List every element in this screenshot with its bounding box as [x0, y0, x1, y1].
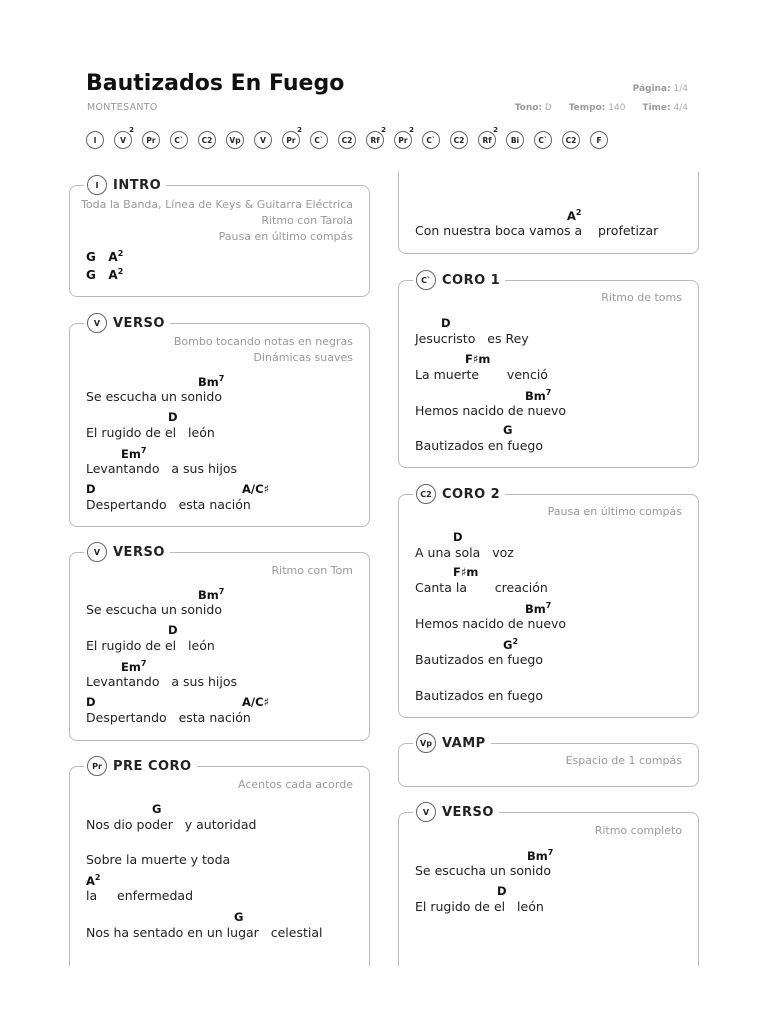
- chord: D: [441, 316, 451, 330]
- roadmap-repeat: 2: [493, 126, 498, 134]
- section-notes: [174, 334, 353, 366]
- chord: Em$^7$: [121, 659, 147, 674]
- lyric-line: [415, 352, 715, 388]
- roadmap-abbr: C`: [538, 135, 548, 145]
- lyric-text: Bautizados en fuego: [415, 652, 544, 667]
- roadmap-abbr: C2: [341, 135, 353, 145]
- roadmap-abbr: C`: [174, 135, 184, 145]
- lyric-line: [415, 884, 715, 920]
- lyric-line: [86, 587, 386, 623]
- chord: G: [503, 423, 513, 437]
- lyric-text: Levantando a sus hijos: [86, 461, 237, 476]
- roadmap-item: [226, 131, 244, 149]
- section-name: VERSO: [442, 804, 494, 820]
- lyric-text: El rugido de el león: [86, 425, 215, 440]
- chord: Bm$^7$: [198, 374, 225, 389]
- lyric-line: [415, 316, 715, 352]
- lyric-line: [86, 837, 386, 873]
- section-header: [84, 313, 170, 333]
- lyric-text: Bautizados en fuego: [415, 688, 544, 703]
- roadmap-abbr: V: [120, 135, 126, 145]
- section-header: [84, 175, 166, 195]
- roadmap-item: [366, 126, 386, 149]
- roadmap-item: [170, 131, 188, 149]
- lyric-line: [415, 565, 715, 601]
- section-verso-1: [69, 315, 370, 527]
- lyric-text: La muerte venció: [415, 367, 548, 382]
- song-artist: MONTESANTO: [87, 102, 158, 113]
- section-header: [413, 270, 505, 290]
- song-title: Bautizados En Fuego: [86, 71, 345, 96]
- section-badge: C`: [416, 270, 436, 290]
- lyric-line: [415, 388, 715, 424]
- section-pre-coro: [69, 758, 370, 966]
- roadmap-abbr: C2: [565, 135, 577, 145]
- chord: D: [453, 530, 463, 544]
- chord: Bm$^7$: [525, 388, 552, 403]
- roadmap-item: [310, 131, 328, 149]
- roadmap-abbr: C2: [453, 135, 465, 145]
- roadmap-abbr: Vp: [229, 135, 241, 145]
- section-notes: [595, 823, 682, 839]
- roadmap-item: [338, 131, 356, 149]
- lyric-line: [86, 659, 386, 695]
- chord: D: [497, 884, 507, 898]
- note-line: Espacio de 1 compás: [565, 754, 682, 767]
- chord: A/C♯: [242, 695, 270, 709]
- lyric-text: Despertando esta nación: [86, 497, 251, 512]
- chord-sup: 2: [117, 249, 124, 258]
- roadmap-item: [562, 131, 580, 149]
- roadmap-item: [422, 131, 440, 149]
- section-badge: V: [87, 313, 107, 333]
- lyric-text: Hemos nacido de nuevo: [415, 403, 567, 418]
- note-line: Pausa en último compás: [218, 230, 353, 243]
- lyric-text: Se escucha un sonido: [86, 602, 222, 617]
- chord: $G^2$: [503, 637, 519, 652]
- lyric-text: Levantando a sus hijos: [86, 674, 237, 689]
- lyric-text: Hemos nacido de nuevo: [415, 616, 567, 631]
- chord: Em$^7$: [121, 446, 147, 461]
- section-name: PRE CORO: [113, 758, 192, 774]
- lyric-line: [86, 802, 386, 838]
- page-value: 1/4: [673, 84, 688, 94]
- section-name: CORO 1: [442, 272, 501, 288]
- section-name: VERSO: [113, 315, 165, 331]
- lyric-line: [86, 374, 386, 410]
- section-header: [84, 756, 197, 776]
- section-notes: [548, 504, 682, 520]
- roadmap-item: [590, 131, 608, 149]
- lyric-text: Con nuestra boca vamos a profetizar: [415, 223, 659, 238]
- section-notes: [81, 197, 353, 245]
- section-intro: [69, 177, 370, 297]
- lyric-text: Canta la creación: [415, 580, 548, 595]
- roadmap-item: [254, 131, 272, 149]
- roadmap-abbr: C`: [314, 135, 324, 145]
- section-badge: V: [87, 542, 107, 562]
- note-line: Bombo tocando notas en negras: [173, 335, 353, 348]
- section-header: [84, 542, 170, 562]
- section-name: INTRO: [113, 177, 162, 193]
- lyric-text: Jesucristo es Rey: [415, 331, 529, 346]
- lyric-line: [86, 446, 386, 482]
- section-coro-1: [398, 272, 699, 468]
- section-header: [413, 802, 499, 822]
- chord-line: [86, 267, 123, 282]
- note-line: Pausa en último compás: [547, 505, 682, 518]
- lyric-line: [415, 601, 715, 637]
- roadmap-item: [86, 131, 104, 149]
- section-notes: [272, 563, 354, 579]
- roadmap-item: [450, 131, 468, 149]
- roadmap-item: [198, 131, 216, 149]
- lyric-line: [415, 208, 715, 244]
- lyric-line: [86, 410, 386, 446]
- chord-line: [86, 249, 123, 264]
- roadmap-abbr: Rf: [370, 135, 380, 145]
- lyric-line: [86, 695, 386, 731]
- section-vamp: [398, 735, 699, 787]
- chord: G: [86, 268, 96, 282]
- lyric-line: [415, 423, 715, 459]
- chord: $A^2$: [86, 873, 101, 888]
- chord: $A^2$: [567, 208, 582, 223]
- note-line: Acentos cada acorde: [238, 778, 353, 791]
- lyric-line: [415, 637, 715, 673]
- roadmap-repeat: 2: [381, 126, 386, 134]
- roadmap-abbr: I: [93, 135, 97, 145]
- chord: D: [86, 482, 96, 496]
- chord: G: [234, 910, 244, 924]
- key-label: Tono:: [514, 103, 543, 113]
- lyric-text: Nos ha sentado en un lugar celestial: [86, 925, 323, 940]
- lyric-text: Sobre la muerte y toda: [86, 852, 231, 867]
- note-line: Ritmo de toms: [601, 291, 682, 304]
- roadmap-item: [506, 131, 524, 149]
- chord: G: [152, 802, 162, 816]
- chord: D: [168, 623, 178, 637]
- note-line: Ritmo completo: [594, 824, 682, 837]
- roadmap-repeat: 2: [129, 126, 134, 134]
- section-verso-3: [398, 804, 699, 966]
- note-line: Ritmo con Tarola: [261, 214, 353, 227]
- chord: A/C♯: [242, 482, 270, 496]
- chord: F♯m: [453, 565, 479, 579]
- song-meta: [515, 103, 688, 113]
- lyric-line: [415, 848, 715, 884]
- roadmap-item: [534, 131, 552, 149]
- chord: F♯m: [465, 352, 491, 366]
- lyric-text: la enfermedad: [86, 888, 194, 903]
- chord: A: [108, 268, 118, 282]
- chord: Bm$^7$: [525, 601, 552, 616]
- section-verso-2: [69, 544, 370, 741]
- roadmap-abbr: V: [260, 135, 266, 145]
- song-roadmap: [86, 126, 608, 149]
- chord-sup: 2: [117, 267, 124, 276]
- chord: A: [108, 250, 118, 264]
- lyric-line: [86, 873, 386, 909]
- lyric-text: Nos dio poder y autoridad: [86, 817, 257, 832]
- page-label: Página:: [632, 84, 671, 94]
- lyric-line: [415, 530, 715, 566]
- chord: G: [86, 250, 96, 264]
- roadmap-abbr: C`: [426, 135, 436, 145]
- chord: Bm$^7$: [527, 848, 554, 863]
- chord: Bm$^7$: [198, 587, 225, 602]
- section-name: VAMP: [442, 735, 486, 751]
- section-badge: V: [416, 802, 436, 822]
- lyric-line: [415, 673, 715, 709]
- lyric-text: Despertando esta nación: [86, 710, 251, 725]
- section-header: [413, 733, 491, 753]
- section-badge: I: [87, 175, 107, 195]
- section-name: CORO 2: [442, 486, 501, 502]
- section-notes: [566, 753, 682, 769]
- roadmap-item: [142, 131, 160, 149]
- section-pre-coro-continued: [398, 172, 699, 254]
- note-line: Toda la Banda, Línea de Keys & Guitarra Eléctrica: [81, 198, 353, 211]
- lyric-text: El rugido de el león: [415, 899, 544, 914]
- note-line: Dinámicas suaves: [253, 351, 353, 364]
- section-badge: Vp: [416, 733, 436, 753]
- tempo-label: Tempo:: [568, 103, 606, 113]
- roadmap-item: [478, 126, 498, 149]
- section-notes: [238, 777, 353, 793]
- roadmap-repeat: 2: [409, 126, 414, 134]
- lyric-text: Bautizados en fuego: [415, 438, 544, 453]
- roadmap-abbr: Pr: [286, 135, 296, 145]
- lyric-line: [86, 623, 386, 659]
- note-line: Ritmo con Tom: [271, 564, 353, 577]
- section-badge: Pr: [87, 756, 107, 776]
- roadmap-abbr: F: [596, 135, 602, 145]
- tempo-value: 140: [608, 103, 626, 113]
- section-notes: [601, 290, 682, 306]
- roadmap-abbr: C2: [201, 135, 213, 145]
- chord: D: [168, 410, 178, 424]
- section-name: VERSO: [113, 544, 165, 560]
- lyric-text: El rugido de el león: [86, 638, 215, 653]
- roadmap-item: [282, 126, 302, 149]
- roadmap-item: [114, 126, 134, 149]
- page-indicator: [633, 84, 688, 94]
- roadmap-repeat: 2: [297, 126, 302, 134]
- section-header: [413, 484, 505, 504]
- time-label: Time:: [642, 103, 671, 113]
- chord: D: [86, 695, 96, 709]
- lyric-text: A una sola voz: [415, 545, 514, 560]
- roadmap-abbr: Rf: [482, 135, 492, 145]
- lyric-line: [86, 910, 386, 946]
- lyric-text: Se escucha un sonido: [86, 389, 222, 404]
- roadmap-abbr: Pr: [398, 135, 408, 145]
- section-coro-2: [398, 486, 699, 718]
- roadmap-item: [394, 126, 414, 149]
- roadmap-abbr: Pr: [146, 135, 156, 145]
- lyric-line: [86, 482, 386, 518]
- lyric-text: Se escucha un sonido: [415, 863, 551, 878]
- section-badge: C2: [416, 484, 436, 504]
- roadmap-abbr: Bi: [510, 135, 520, 145]
- key-value: D: [544, 103, 552, 113]
- time-value: 4/4: [673, 103, 688, 113]
